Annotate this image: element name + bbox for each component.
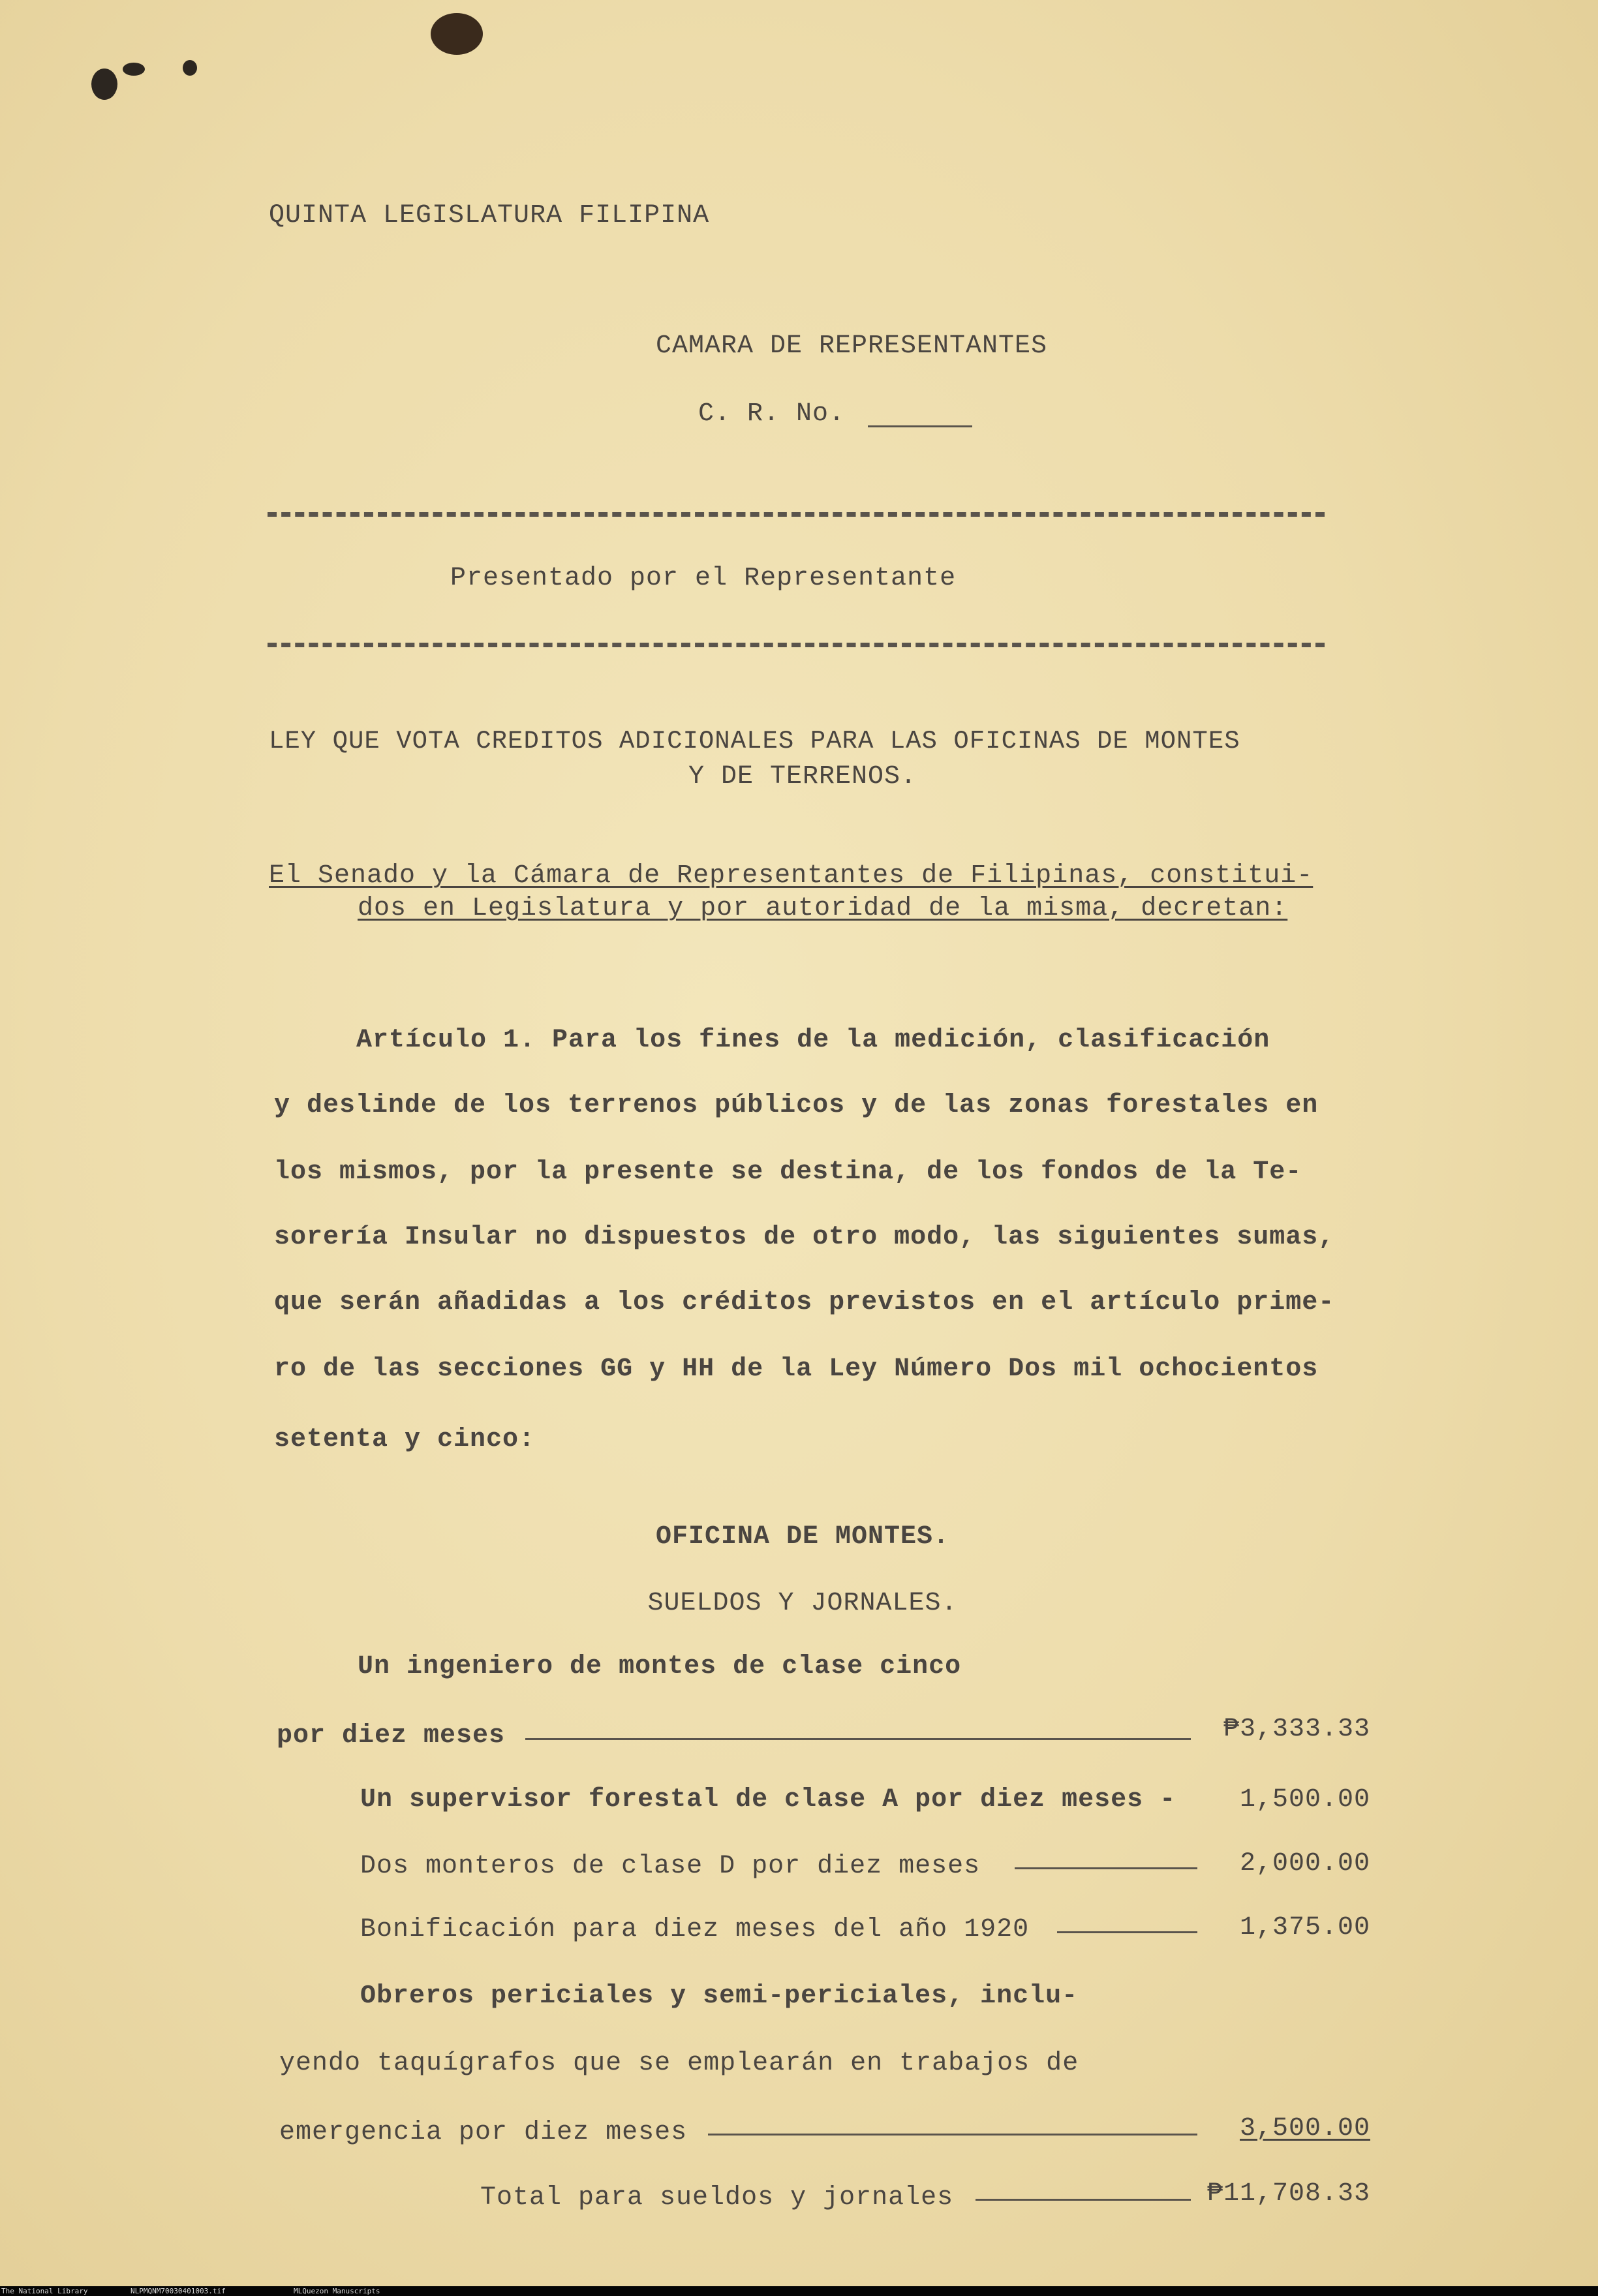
office-heading: OFICINA DE MONTES.	[655, 1522, 950, 1552]
item-amount: 3,500.00	[1239, 2114, 1370, 2143]
footer-file: NLPMQNM70030401003.tif	[131, 2287, 226, 2295]
law-title-line-1: LEY QUE VOTA CREDITOS ADICIONALES PARA LAS OFICINAS DE MONTES	[269, 727, 1240, 756]
legislature-heading: QUINTA LEGISLATURA FILIPINA	[269, 201, 710, 230]
item-amount: 1,500.00	[1239, 1785, 1370, 1814]
scan-footer	[0, 2286, 1598, 2296]
leader-line	[1015, 1867, 1197, 1869]
item-line: emergencia por diez meses	[279, 2118, 688, 2147]
item-amount: 2,000.00	[1239, 1849, 1370, 1878]
leader-line	[525, 1738, 1191, 1740]
ink-stain	[123, 63, 145, 76]
ink-stain	[91, 69, 117, 100]
footer-collection: MLQuezon Manuscripts	[294, 2287, 380, 2295]
burn-hole	[431, 13, 483, 55]
article-line: los mismos, por la presente se destina, de los fondos de la Te-	[274, 1157, 1302, 1187]
footer-library: The National Library	[1, 2287, 88, 2295]
item-amount: 1,375.00	[1239, 1913, 1370, 1942]
item-amount: ₱3,333.33	[1223, 1715, 1370, 1744]
item-line: Un ingeniero de montes de clase cinco	[358, 1652, 962, 1681]
total-amount: ₱11,708.33	[1206, 2179, 1370, 2209]
item-line: por diez meses	[277, 1721, 506, 1751]
enacting-clause-line-1: El Senado y la Cámara de Representantes de Filipinas, constitui-	[269, 861, 1314, 891]
total-label: Total para sueldos y jornales	[480, 2183, 954, 2212]
article-line: ro de las secciones GG y HH de la Ley Número Dos mil ochocientos	[274, 1355, 1319, 1384]
presented-by: Presentado por el Representante	[450, 564, 957, 593]
article-line: y deslinde de los terrenos públicos y de las zonas forestales en	[274, 1091, 1319, 1120]
law-title-line-2: Y DE TERRENOS.	[688, 762, 917, 791]
item-line: Bonificación para diez meses del año 1920	[360, 1915, 1030, 1944]
article-line: Artículo 1. Para los fines de la medición, clasificación	[356, 1026, 1270, 1055]
leader-line	[976, 2199, 1191, 2201]
item-line: Un supervisor forestal de clase A por diez meses -	[360, 1785, 1176, 1814]
article-line: sorería Insular no dispuestos de otro modo, las siguientes sumas,	[274, 1223, 1335, 1252]
separator-bottom	[268, 643, 1325, 647]
item-line: Obreros periciales y semi-periciales, inclu-	[360, 1982, 1079, 2011]
item-line: yendo taquígrafos que se emplearán en trabajos de	[279, 2049, 1079, 2078]
item-line: Dos monteros de clase D por diez meses	[360, 1852, 981, 1881]
article-line: setenta y cinco:	[274, 1425, 536, 1454]
leader-line	[1057, 1931, 1197, 1933]
article-line: que serán añadidas a los créditos previstos en el artículo prime-	[274, 1288, 1335, 1317]
ink-stain	[183, 60, 197, 76]
bill-number-blank	[868, 425, 972, 427]
separator-top	[268, 512, 1325, 517]
salaries-heading: SUELDOS Y JORNALES.	[647, 1589, 958, 1618]
enacting-clause-line-2: dos en Legislatura y por autoridad de la misma, decretan:	[358, 894, 1288, 923]
bill-number-label: C. R. No.	[698, 399, 846, 429]
chamber-heading: CAMARA DE REPRESENTANTES	[655, 331, 1048, 361]
leader-line	[708, 2134, 1197, 2135]
